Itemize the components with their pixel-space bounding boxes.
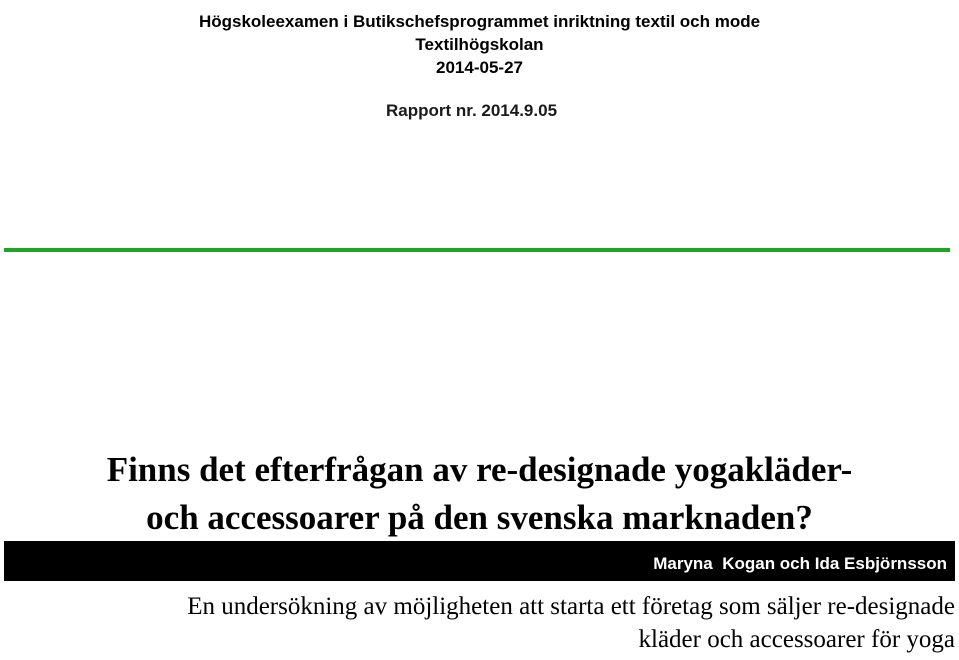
report-number: Rapport nr. 2014.9.05 xyxy=(386,101,558,120)
document-header xyxy=(0,10,959,79)
subtitle xyxy=(4,590,955,656)
author-bar xyxy=(4,541,955,581)
program-name: Högskoleexamen i Butikschefsprogrammet inriktning textil och mode xyxy=(198,12,761,31)
title-line-1: Finns det efterfrågan av re-designade yogakläder- xyxy=(106,450,853,489)
school-name: Textilhögskolan xyxy=(415,35,544,54)
green-divider xyxy=(4,248,950,252)
author-names: Maryna Kogan och Ida Esbjörnsson xyxy=(653,554,947,573)
document-date: 2014-05-27 xyxy=(436,58,523,77)
page-title xyxy=(0,446,959,542)
subtitle-line-2: kläder och accessoarer för yoga xyxy=(638,626,955,653)
subtitle-line-1: En undersökning av möjligheten att starta ett företag som säljer re-designade xyxy=(187,593,955,620)
title-line-2: och accessoarer på den svenska marknaden? xyxy=(146,498,813,537)
